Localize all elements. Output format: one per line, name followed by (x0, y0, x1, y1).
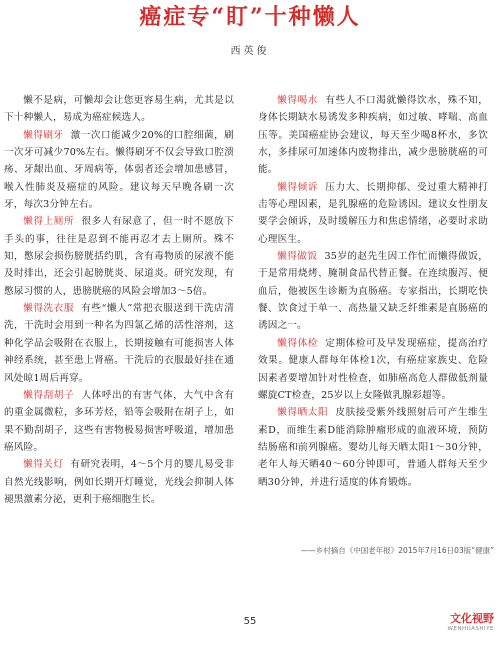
page-number: 55 (243, 616, 257, 627)
item-text: 有研究表明，4～5个月的婴儿易受非自然光线影响，例如长期开灯睡觉，光线会抑制人体褪黑激素分泌，更利于癌细胞生长。 (4, 459, 234, 505)
item-paragraph (4, 213, 234, 300)
item-paragraph (258, 404, 488, 491)
magazine-brand (447, 612, 494, 634)
item-keyword: 懒得刮胡子 (23, 389, 75, 401)
item-paragraph (4, 387, 234, 456)
item-text: 35岁的赵先生因工作忙而懒得做饭，于是常用烧烤、腌制食品代替正餐。在连续腹泻、便血后，他被医生诊断为直肠癌。专家指出，长期吃快餐、饮食过于单一、高热量又缺乏纤维素是直肠癌的诱因之一。 (258, 251, 489, 332)
item-text: 很多人有尿意了，但一时不愿放下手头的事，往往是忍到不能再忍才去上厕所。殊不知，憋尿会损伤膀胱括约肌，含有毒物质的尿液不能及时排出，还会引起膀胱炎、尿道炎。研究发现，有憋尿习惯的人，患膀胱癌的风险会增加3～5倍。 (4, 216, 235, 297)
item-keyword: 懒得做饭 (277, 251, 318, 263)
left-column (4, 92, 234, 508)
item-paragraph (258, 92, 488, 179)
source-citation: ——乡村摘自《中国老年报》2015年7月16日03版“健康” (300, 546, 494, 555)
item-keyword: 懒得关灯 (23, 459, 64, 471)
item-text: 有些“懒人”常把衣服送到干洗店清洗，干洗时会用到一种名为四氯乙烯的活性溶剂，这种化学品会吸附在衣服上，长期接触有可能损害人体神经系统，甚至患上肾癌。干洗后的衣服最好挂在通风处晾1周后再穿。 (4, 303, 235, 384)
article-title: 癌症专“盯”十种懒人 (139, 4, 361, 30)
item-paragraph (258, 179, 488, 248)
item-paragraph (4, 456, 234, 508)
item-keyword: 懒得上厕所 (23, 216, 75, 228)
item-paragraph (258, 248, 488, 335)
item-text: 激一次口能减少20%的口腔细菌，刷一次牙可减少70%左右。懒得刷牙不仅会导致口腔溃疡、牙龈出血、牙周病等，体弱者还会增加患感冒，喉入性肺炎及癌症的风险。建议每天早晚各刷一次牙，每次3分钟左右。 (4, 129, 234, 211)
item-keyword: 懒得喝水 (277, 95, 318, 106)
item-keyword: 懒得刷牙 (23, 129, 64, 141)
item-text: 人体呼出的有害气体，大气中含有的重金属微粒，多环芳烃，铅等会吸附在胡子上，如果不勤刮胡子，这些有害物极易损害呼吸道，增加患癌风险。 (4, 389, 235, 453)
brand-subtitle: WENHUASHIYE (447, 626, 494, 632)
item-paragraph (4, 300, 234, 387)
item-paragraph (258, 335, 488, 404)
right-column (258, 92, 488, 491)
brand-name: 文化视野 (450, 612, 494, 625)
item-text: 有些人不口渴就懒得饮水，殊不知，身体长期缺水易诱发多种疾病，如过敏、哮喘、高血压等。美国癌症协会建议，每天至少喝8杯水，多饮水，多排尿可加速体内废物排出，减少患膀胱癌的可能。 (258, 95, 488, 176)
intro-paragraph: 懒不是病，可懒却会让您更容易生病，尤其是以下十种懒人，易成为癌症候选人。 (4, 95, 234, 124)
item-keyword: 懒得晒太阳 (277, 407, 329, 419)
item-text: 定期体检可及早发现癌症，提高治疗效果。健康人群每年体检1次，有癌症家族史、危险因素者要增加针对性检查，如肺癌高危人群做低剂量螺旋CT检查，25岁以上女隆做乳腺彩超等。 (258, 337, 488, 401)
item-paragraph (4, 127, 234, 214)
item-keyword: 懒得倾诉 (277, 181, 318, 193)
author-byline: 西英俊 (230, 46, 270, 57)
item-text: 皮肤接受紫外线照射后可产生维生素D，而维生素D能消除肿瘤形成的血液环境，预防结肠癌和前列腺癌。婴幼儿每天晒太阳1～30分钟，老年人每天晒40～60分钟即可，普通人群每天至少晒30分钟，并进行适度的体育锻炼。 (258, 407, 489, 488)
item-text: 压力大、长期抑郁、受过重大精神打击等心理因素，是乳腺癌的危险诱因。建议女性朋友要学会倾诉，及时缓解压力和焦虑情绪，必要时求助心理医生。 (258, 181, 488, 245)
item-keyword: 懒得洗衣服 (23, 303, 74, 315)
item-keyword: 懒得体检 (277, 337, 318, 349)
